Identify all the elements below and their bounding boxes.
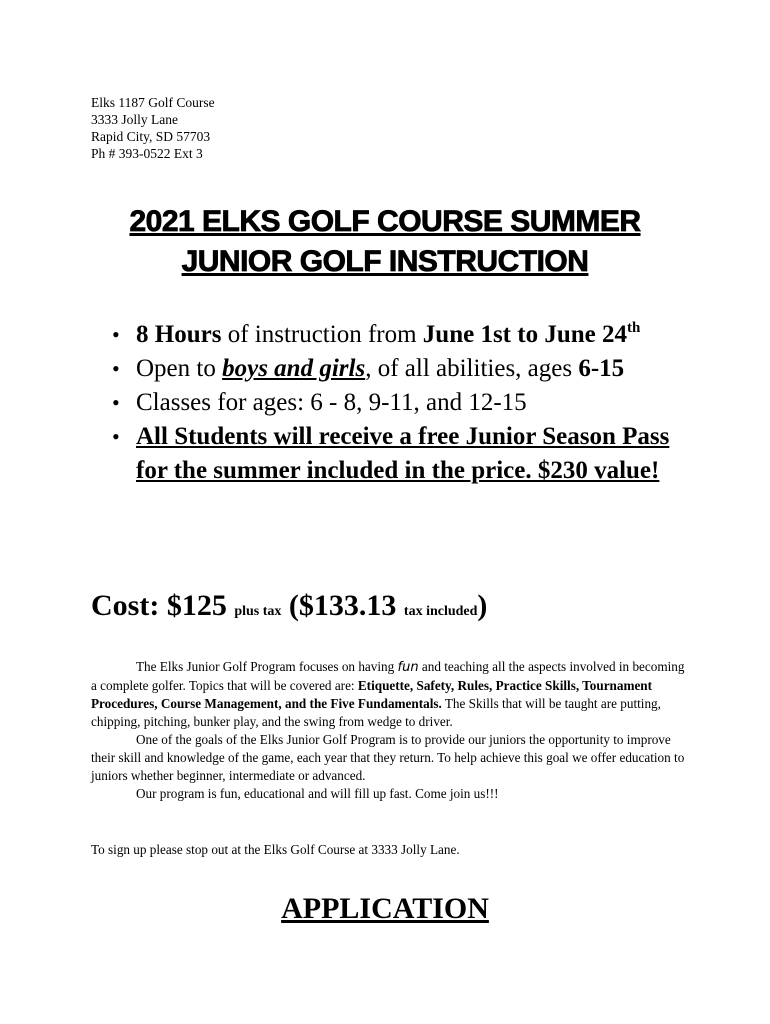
- highlights-list: [112, 318, 692, 488]
- address-line-city: Rapid City, SD 57703: [91, 129, 211, 144]
- address-line-course: Elks 1187 Golf Course: [91, 95, 215, 110]
- paragraph-focus: The Elks Junior Golf Program focuses on having fun and teaching all the aspects involved in becoming a complete golfer. Topics that will be covered are: Etiquette, Safety, Rules, Practice Skills, Tournament Procedures, Course Management, and the Five Fundamentals. The Skills that will be taught are putting, chipping, pitching, bunker play, and the swing from wedge to driver.: [91, 659, 685, 729]
- list-item-hours: • 8 Hours of instruction from June 1st to June 24th: [112, 318, 692, 352]
- cost-line: Cost: $125 plus tax ($133.13 tax included): [91, 589, 488, 622]
- list-item-classes: • Classes for ages: 6 - 8, 9-11, and 12-15: [112, 386, 692, 420]
- application-heading: APPLICATION: [281, 892, 489, 925]
- signup-instructions: To sign up please stop out at the Elks Golf Course at 3333 Jolly Lane.: [91, 842, 460, 857]
- title-line-1: 2021 ELKS GOLF COURSE SUMMER: [129, 205, 641, 238]
- address-line-street: 3333 Jolly Lane: [91, 112, 178, 127]
- address-line-phone: Ph # 393-0522 Ext 3: [91, 146, 203, 161]
- list-item-eligibility: • Open to boys and girls, of all abilities, ages 6-15: [112, 352, 692, 386]
- title-line-2: JUNIOR GOLF INSTRUCTION: [181, 245, 589, 278]
- paragraph-goals: One of the goals of the Elks Junior Golf Program is to provide our juniors the opportunity to improve their skill and knowledge of the game, each year that they return. To help achieve this goal we offer education to juniors whether beginner, intermediate or advanced.: [91, 732, 685, 783]
- list-item-season-pass: • All Students will receive a free Junior Season Pass for the summer included in the price. $230 value!: [112, 420, 692, 488]
- address-block: [91, 94, 215, 162]
- program-description: [91, 658, 686, 803]
- page-title: [60, 202, 710, 282]
- paragraph-closing: Our program is fun, educational and will fill up fast. Come join us!!!: [136, 786, 499, 801]
